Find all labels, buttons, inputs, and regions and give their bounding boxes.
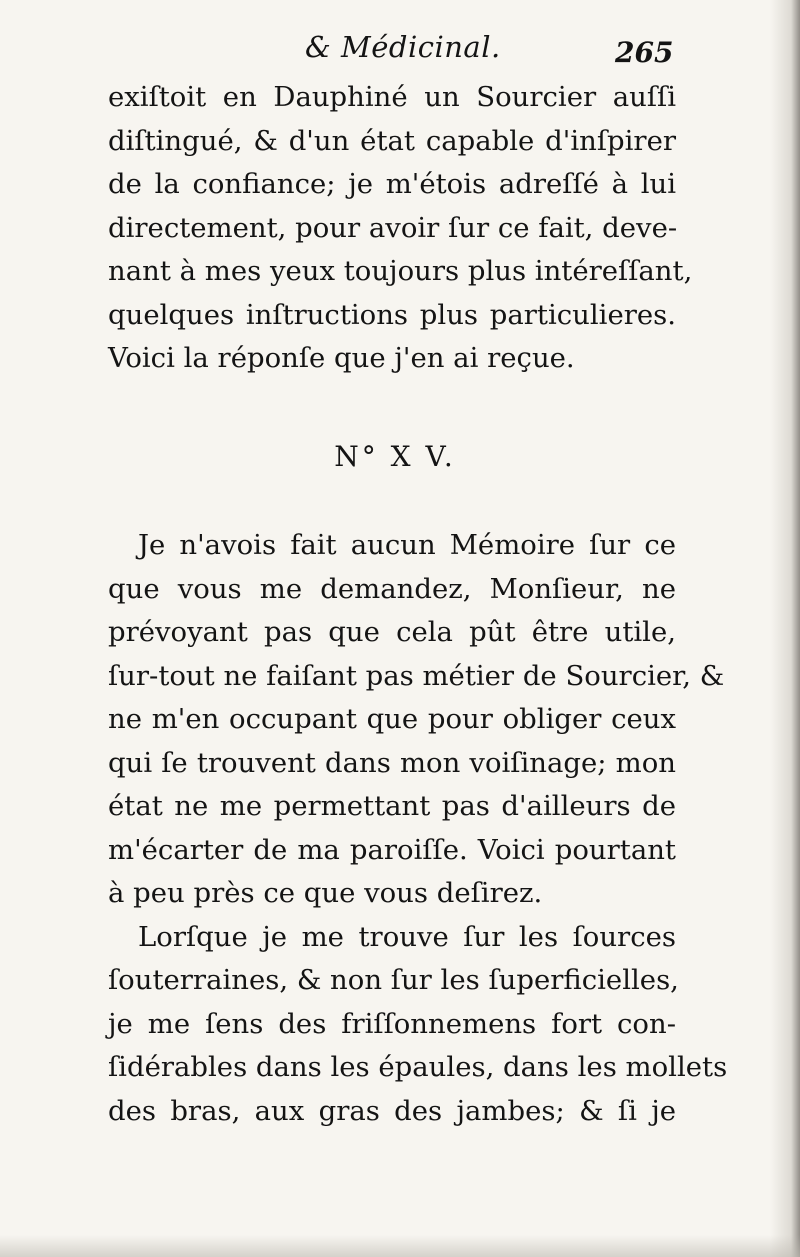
text-line: Voici la réponſe que j'en ai reçue.: [108, 342, 575, 374]
text-line: ne m'en occupant que pour obliger ceux: [108, 703, 676, 735]
paragraph-1: [108, 76, 693, 381]
section-heading: [0, 440, 800, 473]
text-line: Je n'avois fait aucun Mémoire ſur ce: [138, 529, 676, 561]
text-line: exiſtoit en Dauphiné un Sourcier auſſi: [108, 81, 676, 113]
text-line: des bras, aux gras des jambes; & ſi je: [108, 1094, 676, 1127]
text-line: prévoyant pas que cela pût être utile,: [108, 616, 676, 648]
text-line: diſtingué, & d'un état capable d'inſpirer: [108, 124, 676, 157]
text-line: nant à mes yeux toujours plus intéreſſant,: [108, 255, 693, 287]
letter-text: [108, 524, 728, 1133]
page-bottom-shadow: [0, 1235, 800, 1257]
text-line: que vous me demandez, Monſieur, ne: [108, 572, 676, 605]
section-heading-text: N° X V.: [334, 440, 456, 473]
page-number: 265: [615, 36, 674, 69]
text-line: état ne me permettant pas d'ailleurs de: [108, 790, 676, 822]
text-line: de la confiance; je m'étois adreſſé à lui: [108, 168, 676, 200]
text-line: qui ſe trouvent dans mon voiſinage; mon: [108, 746, 676, 779]
text-line: ſidérables dans les épaules, dans les mollets: [108, 1051, 728, 1083]
text-line: ſouterraines, & non ſur les ſuperficielles,: [108, 964, 679, 996]
page-edge-shadow: [770, 0, 800, 1257]
text-line: je me ſens des friſſonnemens fort con-: [108, 1007, 676, 1040]
text-line: directement, pour avoir ſur ce fait, deve-: [108, 211, 678, 244]
text-line: m'écarter de ma paroiſſe. Voici pourtant: [108, 833, 676, 866]
running-head: & Médicinal.: [305, 30, 501, 64]
text-line: ſur-tout ne faiſant pas métier de Sourcier, &: [108, 659, 725, 692]
text-line: à peu près ce que vous deſirez.: [108, 877, 543, 909]
text-line: quelques inſtructions plus particulieres.: [108, 298, 676, 331]
text-line: Lorſque je me trouve ſur les ſources: [138, 920, 676, 953]
